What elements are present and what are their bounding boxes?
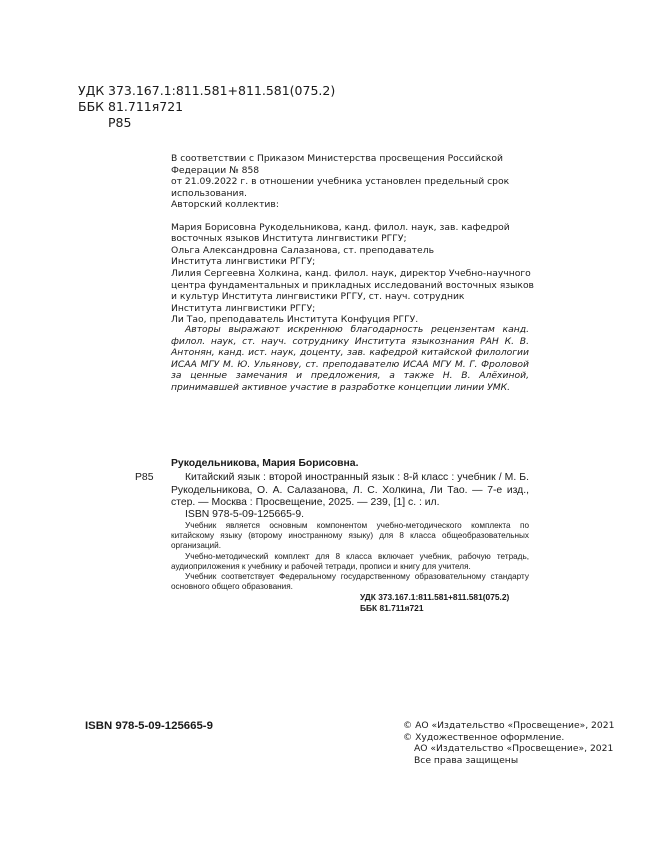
bibliographic-isbn: ISBN 978-5-09-125665-9. (185, 509, 304, 520)
order-notice-line-2: от 21.09.2022 г. в отношении учебника установлен предельный срок использования. (171, 176, 510, 199)
author-line: центра фундаментальных и прикладных исследований восточных языков (171, 279, 534, 291)
udk-code: 373.167.1:811.581+811.581(075.2) (108, 83, 336, 98)
author-line: и культур Института лингвистики РГГУ, ст. науч. сотрудник (171, 291, 465, 303)
authors-heading: Авторский коллектив: (171, 199, 279, 210)
bibliographic-author: Рукодельникова, Мария Борисовна. (171, 458, 359, 469)
bbk-code: 81.711я721 (108, 99, 184, 114)
bbk-row (78, 99, 335, 115)
isbn-footer: ISBN 978-5-09-125665-9 (85, 720, 213, 732)
author-line: Мария Борисовна Рукодельникова, канд. филол. наук, зав. кафедрой (171, 221, 510, 233)
author-line: восточных языков Института лингвистики РГГУ; (171, 233, 407, 245)
author-line: Лилия Сергеевна Холкина, канд. филол. наук, директор Учебно-научного (171, 267, 531, 279)
copyright-line-3: АО «Издательство «Просвещение», 2021 (414, 743, 614, 755)
annotation-block (171, 521, 529, 592)
author-line: Ли Тао, преподаватель Института Конфуция РГГУ. (171, 314, 419, 326)
udk-label: УДК (78, 83, 105, 98)
codes-bbk: ББК 81.711я721 (360, 602, 424, 613)
annotation-paragraph-1: Учебник является основным компонентом учебно-методического комплекта по китайскому языку (второму иностранному языку) для 8 класса общеобразовательных организаций. (171, 521, 529, 551)
order-notice (171, 153, 531, 199)
codes-udk: УДК 373.167.1:811.581+811.581(075.2) (360, 592, 510, 602)
copyright-line-1: © АО «Издательство «Просвещение», 2021 (403, 720, 615, 731)
udk-row (78, 83, 335, 99)
bibliographic-author-mark: Р85 (135, 472, 154, 483)
copyright-line-4: Все права защищены (414, 754, 519, 766)
annotation-paragraph-3: Учебник соответствует Федеральному государственному образовательному стандарту основного общего образования. (171, 572, 529, 592)
acknowledgement: Авторы выражают искреннюю благодарность рецензентам канд. филол. наук, ст. науч. сотруднику Института языкознания РАН К. В. Антонян, канд. ист. наук, доценту, зав. кафедрой китайской филологии ИСАА МГУ М. Ю. Ульянову, ст. преподавателю ИСАА МГУ М. Г. Фроловой за ценные замечания и предложения, а также Н. В. Алёхиной, принимавшей активное участие в разработке концепции линии УМК. (171, 324, 529, 393)
bibliographic-description: Китайский язык : второй иностранный язык : 8-й класс : учебник / М. Б. Рукодельникова, О. А. Салазанова, Л. С. Холкина, Ли Тао. — 7-е изд., стер. — Москва : Просвещение, 2025. — 239, [1] с. : ил. (171, 472, 529, 509)
author-mark: Р85 (108, 115, 132, 130)
order-notice-line-1: В соответствии с Приказом Министерства просвещения Российской Федерации № 858 (171, 153, 504, 176)
classification-block (78, 83, 335, 131)
copyright-line-2: © Художественное оформление. (403, 731, 565, 743)
annotation-paragraph-2: Учебно-методический комплект для 8 класса включает учебник, рабочую тетрадь, аудиоприложения к учебнику и рабочей тетради, прописи и книгу для учителя. (171, 551, 529, 571)
copyright-block (403, 720, 614, 766)
codes-block (360, 592, 509, 613)
author-line: Института лингвистики РГГУ; (171, 302, 316, 314)
authors-block (171, 199, 534, 326)
bbk-label: ББК (78, 99, 105, 114)
author-line: Института лингвистики РГГУ; (171, 256, 316, 268)
author-line: Ольга Александровна Салазанова, ст. преподаватель (171, 244, 434, 256)
